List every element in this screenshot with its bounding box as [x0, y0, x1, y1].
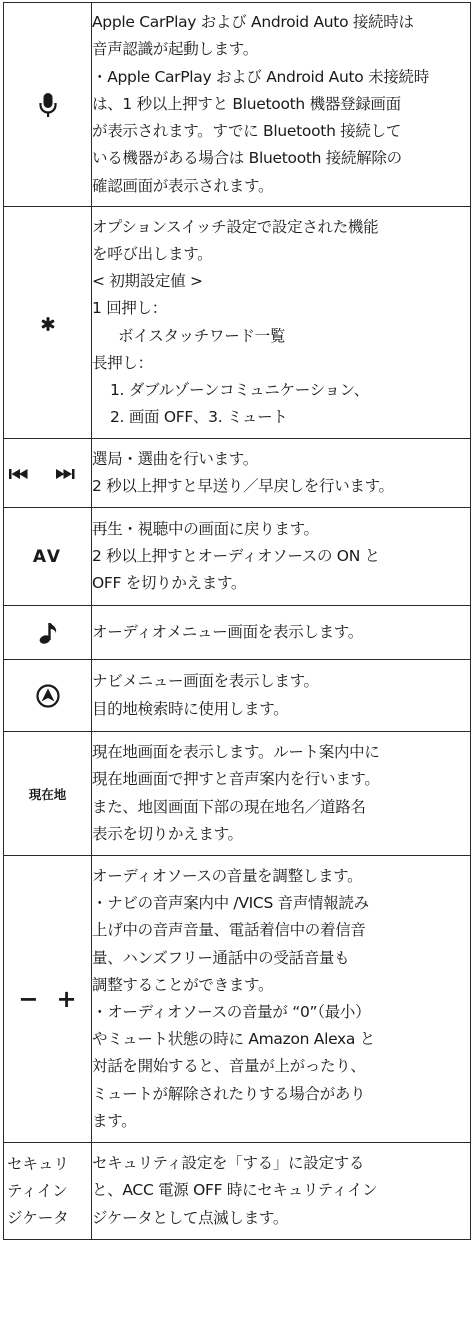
description-cell — [92, 660, 471, 732]
key-cell — [4, 660, 92, 732]
key-label-line: ジケータ — [7, 1208, 69, 1227]
description-line: オプションスイッチ設定で設定された機能 — [92, 217, 379, 236]
table-row — [4, 1143, 471, 1240]
description-line: 目的地検索時に使用します。 — [92, 699, 289, 718]
description-cell — [92, 732, 471, 856]
navigation-arrow-icon — [36, 685, 60, 704]
description-cell — [92, 207, 471, 439]
description-cell — [92, 606, 471, 660]
table-row — [4, 3, 471, 207]
asterisk-icon — [41, 313, 55, 332]
description-line: 対話を開始すると、音量が上がったり、 — [92, 1057, 366, 1076]
description-line: セキュリティ設定を「する」に設定する — [92, 1154, 365, 1173]
description-line: 1. ダブルゾーンコミュニケーション、 — [110, 380, 369, 399]
plus-key-label: + — [56, 985, 77, 1013]
description-line: ・ナビの音声案内中 /VICS 音声情報読み — [92, 894, 369, 913]
key-cell — [4, 606, 92, 660]
description-line: ・オーディオソースの音量が “0”（最小） — [92, 1003, 371, 1021]
description-cell — [92, 856, 471, 1143]
description-line: ナビメニュー画面を表示します。 — [92, 672, 319, 691]
description-line: < 初期設定値 > — [92, 272, 203, 291]
description-line: 選局・選曲を行います。 — [92, 449, 258, 468]
description-cell — [92, 439, 471, 508]
table-row — [4, 660, 471, 732]
table-row — [4, 439, 471, 508]
key-label-line: ティイン — [7, 1181, 68, 1200]
description-line: ミュートが解除されたりする場合があり — [92, 1084, 366, 1103]
table-row — [4, 508, 471, 606]
current-location-key-label: 現在地 — [28, 787, 67, 802]
description-line: 確認画面が表示されます。 — [92, 176, 274, 195]
table-row — [4, 207, 471, 439]
description-line: 音声認識が起動します。 — [92, 40, 258, 59]
description-line: 長押し： — [92, 353, 153, 372]
description-line: また、地図画面下部の現在地名／道路名 — [92, 797, 366, 816]
description-line: と、ACC 電源 OFF 時にセキュリティイン — [92, 1181, 378, 1200]
music-note-icon — [38, 622, 58, 641]
description-line: 上げ中の音声音量、電話着信中の着信音 — [92, 921, 366, 940]
security-indicator-key-label — [4, 1151, 91, 1232]
description-line: ます。 — [92, 1111, 137, 1130]
description-cell — [92, 1143, 471, 1240]
description-cell — [92, 3, 471, 207]
table-row — [4, 732, 471, 856]
prev-next-track-icon — [8, 464, 88, 483]
microphone-icon — [39, 94, 57, 113]
key-cell — [4, 207, 92, 439]
key-cell — [4, 1143, 92, 1240]
description-line: 現在地画面で押すと音声案内を行います。 — [92, 770, 380, 789]
description-line: 表示を切りかえます。 — [92, 824, 243, 843]
table-row — [4, 856, 471, 1143]
description-line: OFF を切りかえます。 — [92, 574, 247, 593]
description-line: やミュート状態の時に Amazon Alexa と — [92, 1030, 375, 1049]
description-line: ボイスタッチワード一覧 — [118, 326, 286, 345]
key-cell — [4, 508, 92, 606]
description-line: 再生・視聴中の画面に戻ります。 — [92, 519, 319, 538]
key-label-line: セキュリ — [7, 1154, 70, 1173]
description-line: いる機器がある場合は Bluetooth 接続解除の — [92, 149, 402, 168]
description-line: オーディオメニュー画面を表示します。 — [92, 622, 363, 641]
description-line: は、1 秒以上押すと Bluetooth 機器登録画面 — [92, 94, 401, 113]
description-line: 2. 画面 OFF、3. ミュート — [110, 408, 288, 427]
description-line: 2 秒以上押すとオーディオソースの ON と — [92, 546, 380, 565]
description-line: Apple CarPlay および Android Auto 接続時は — [92, 13, 414, 32]
description-line: 調整することができます。 — [92, 975, 274, 994]
description-line: 量、ハンズフリー通話中の受話音量も — [92, 948, 350, 967]
button-function-table — [3, 2, 471, 1240]
key-cell — [4, 3, 92, 207]
key-cell — [4, 439, 92, 508]
description-line: 1 回押し： — [92, 299, 167, 318]
description-line: ・Apple CarPlay および Android Auto 未接続時 — [92, 67, 429, 86]
av-key-label: AV — [32, 546, 63, 567]
description-line: オーディオソースの音量を調整します。 — [92, 866, 363, 885]
key-cell — [4, 856, 92, 1143]
description-cell — [92, 508, 471, 606]
description-line: 2 秒以上押すと早送り／早戻しを行います。 — [92, 477, 394, 495]
description-line: が表示されます。すでに Bluetooth 接続して — [92, 122, 402, 141]
minus-key-label: − — [18, 985, 39, 1013]
description-line: ジケータとして点滅します。 — [92, 1208, 289, 1227]
description-line: を呼び出します。 — [92, 244, 213, 263]
table-row — [4, 606, 471, 660]
volume-keys-label — [18, 985, 76, 1013]
key-cell — [4, 732, 92, 856]
description-line: 現在地画面を表示します。ルート案内中に — [92, 743, 380, 762]
